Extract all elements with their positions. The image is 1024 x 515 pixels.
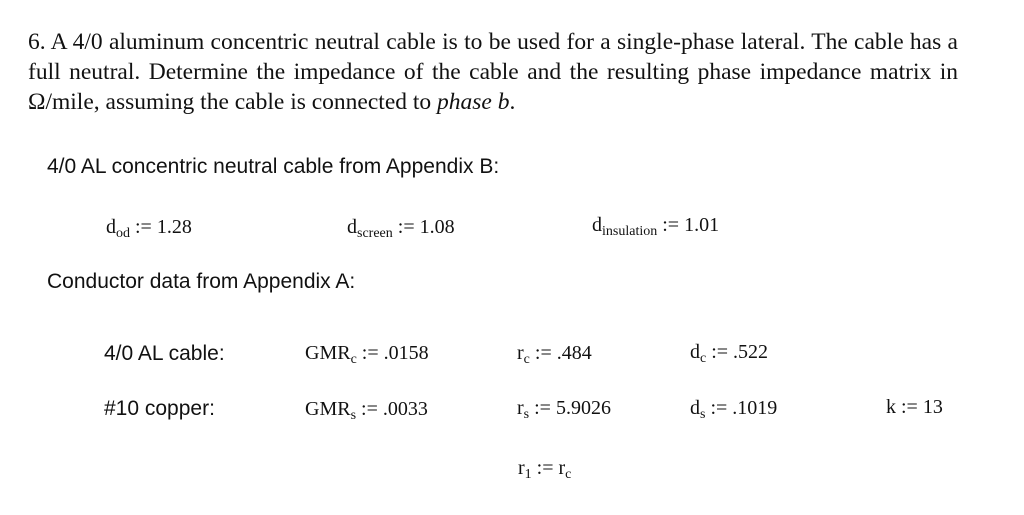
- k-def: k := 13: [886, 396, 943, 418]
- appendix-b-heading: 4/0 AL concentric neutral cable from Appendix B:: [47, 155, 500, 178]
- d-screen-def: $d_{screen}$ := 1.08: [347, 216, 455, 241]
- row-label-al: 4/0 AL cable:: [104, 342, 225, 365]
- d-insulation-def: $d_{insulation}$ := 1.01: [592, 214, 720, 239]
- problem-phase: phase b: [437, 89, 510, 115]
- problem-end: .: [509, 89, 516, 115]
- problem-statement: [28, 27, 958, 117]
- row-label-cu: #10 copper:: [104, 397, 215, 420]
- d-s-def: $d_s$ := .1019: [690, 397, 778, 422]
- r-s-def: $r_s$ := 5.9026: [517, 397, 611, 422]
- problem-text: A 4/0 aluminum concentric neutral cable is to be used for a single-phase lateral. The cable has a full neutral. Determine the impedance of the cable and the resulting phase impedance matrix in Ω/mile, assuming the cable is connected to: [28, 29, 958, 115]
- gmr-c-def: $GMR_c$ := .0158: [305, 342, 429, 367]
- r1-def: $r_1$ := $r_c$: [518, 457, 572, 482]
- d-od-def: $d_{od}$ := 1.28: [106, 216, 192, 241]
- gmr-s-def: $GMR_s$ := .0033: [305, 398, 428, 423]
- problem-number: 6.: [28, 29, 46, 55]
- r-c-def: $r_c$ := .484: [517, 342, 592, 367]
- d-c-def: $d_c$ := .522: [690, 341, 769, 366]
- appendix-a-heading: Conductor data from Appendix A:: [47, 270, 356, 293]
